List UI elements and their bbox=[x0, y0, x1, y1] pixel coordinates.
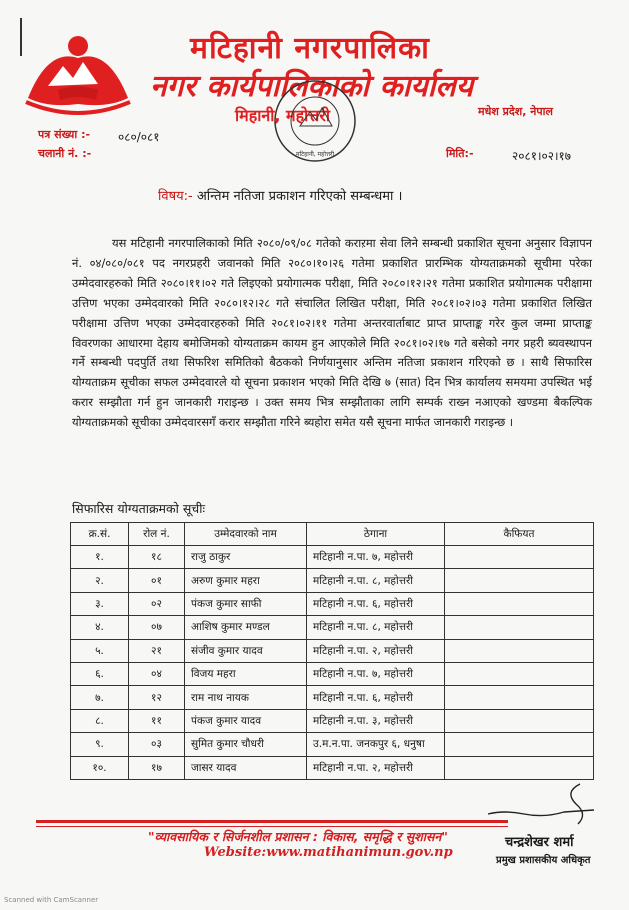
col-name: उम्मेदवारको नाम bbox=[185, 523, 307, 546]
col-address: ठेगाना bbox=[307, 523, 445, 546]
roll-cell: १७ bbox=[129, 756, 185, 779]
remarks-cell bbox=[445, 546, 594, 569]
notice-paragraph: यस मटिहानी नगरपालिकाको मिति २०८०/०९/०८ गतेको कराऱमा सेवा लिने सम्बन्धी प्रकाशित सूचना अनुसार विज्ञापन नं. ०४/०८०/०८१ पद नगरप्रहरी जवानको मिति २०८०।१०।२६ गतेमा प्रकाशित प्रारम्भिक योग्यताक्रमको सूचीमा परेका उम्मेदवारहरुको मिति २०८०।११।०२ गते लिइएको प्रयोगात्मक परीक्षा, मिति २०८०।१२।२१ गतेमा प्रकाशित प्रयोगात्मक परीक्षामा उत्तिण भएका उम्मेदवारको मिति २०८०।१२।२८ गते संचालित लिखित परीक्षा, मिति २०८१।०२।०३ गतेमा प्रकाशित लिखित परीक्षामा उत्तिण भएका उम्मेदवारहरुको मिति २०८१।०२।११ गतेमा अन्तरवार्ताबाट प्राप्त प्राप्ताङ्क गरेर कुल जम्मा प्राप्ताङ्क विवरणका आधारमा देहाय बमोजिमको योग्यताक्रम कायम हुन आएकोले मिति २०८१।०२।१७ गते बसेको नगर प्रहरी ब्यवस्थापन गर्ने सम्बन्धी पदपुर्ति तथा सिफरिश समितिको बैठकको निर्णयानुसार अन्तिम नतिजा प्रकाशन गरिएको छ । साथै सिफारिस योग्यताक्रम सूचीका सफल उम्मेदवारले यो सूचना प्रकाशन भएको मिति देखि ७ (सात) दिन भित्र कार्यालय समयमा उपस्थित भई करार सम्झौता गर्न हुन जानकारी गराइन्छ । उक्त समय भित्र सम्झौताका लागि सम्पर्क राख्न नआएको खण्डमा बैकल्पिक योग्यताक्रमको सूचीका उम्मेदवारसगँ करार सम्झौता गरिने ब्यहोरा समेत यसै सूचना मार्फत जानकारी गराइन्छ । bbox=[72, 236, 592, 430]
serial-cell: २. bbox=[71, 569, 129, 592]
col-serial: क्र.सं. bbox=[71, 523, 129, 546]
roll-cell: २१ bbox=[129, 639, 185, 662]
svg-text:मटिहानी, महोत्तरी: मटिहानी, महोत्तरी bbox=[295, 151, 335, 158]
col-roll: रोल नं. bbox=[129, 523, 185, 546]
serial-cell: ४. bbox=[71, 616, 129, 639]
scanner-watermark: Scanned with CamScanner bbox=[4, 896, 99, 904]
subject-text: अन्तिम नतिजा प्रकाशन गरिएको सम्बन्धमा । bbox=[196, 189, 403, 204]
serial-cell: ३. bbox=[71, 592, 129, 615]
remarks-cell bbox=[445, 616, 594, 639]
address-cell: मटिहानी न.पा. ६, महोत्तरी bbox=[307, 592, 445, 615]
signatory-title: प्रमुख प्रशासकीय अधिकृत bbox=[496, 855, 591, 866]
serial-cell: १०. bbox=[71, 756, 129, 779]
roll-cell: ०१ bbox=[129, 569, 185, 592]
municipality-name: मटिहानी नगरपालिका bbox=[190, 31, 430, 66]
address-cell: मटिहानी न.पा. ७, महोत्तरी bbox=[307, 546, 445, 569]
serial-cell: ६. bbox=[71, 662, 129, 685]
subject-label: विषय:- bbox=[158, 189, 193, 204]
table-row bbox=[71, 569, 594, 592]
province-label: मधेश प्रदेश, नेपाल bbox=[478, 105, 553, 118]
remarks-cell bbox=[445, 686, 594, 709]
table-row bbox=[71, 709, 594, 732]
patra-sankhya-value: ०८०/०८१ bbox=[118, 130, 160, 144]
subject-line bbox=[158, 186, 402, 204]
roll-cell: ०२ bbox=[129, 592, 185, 615]
serial-cell: ८. bbox=[71, 709, 129, 732]
table-row bbox=[71, 686, 594, 709]
address-cell: मटिहानी न.पा. ८, महोत्तरी bbox=[307, 569, 445, 592]
table-row bbox=[71, 592, 594, 615]
address-cell: मटिहानी न.पा. ८, महोत्तरी bbox=[307, 616, 445, 639]
footer-divider-thin bbox=[36, 826, 508, 827]
name-cell: पंकज कुमार साफी bbox=[185, 592, 307, 615]
serial-cell: ५. bbox=[71, 639, 129, 662]
recommended-candidates-table bbox=[70, 522, 594, 780]
name-cell: संजीव कुमार यादव bbox=[185, 639, 307, 662]
serial-cell: ९. bbox=[71, 733, 129, 756]
roll-cell: ११ bbox=[129, 709, 185, 732]
remarks-cell bbox=[445, 592, 594, 615]
date-value: २०८१।०२।१७ bbox=[512, 149, 572, 163]
table-header-row bbox=[71, 523, 594, 546]
nepal-emblem-logo bbox=[18, 28, 138, 128]
patra-sankhya-label: पत्र संख्या :- bbox=[38, 128, 91, 141]
remarks-cell bbox=[445, 662, 594, 685]
footer-website: Website:www.matihanimun.gov.np bbox=[204, 845, 453, 860]
roll-cell: ०३ bbox=[129, 733, 185, 756]
roll-cell: ०७ bbox=[129, 616, 185, 639]
table-row bbox=[71, 639, 594, 662]
office-seal-stamp bbox=[272, 78, 358, 164]
footer-slogan: "व्यावसायिक र सिर्जनशील प्रशासन : विकास, समृद्धि र सुशासन" bbox=[148, 829, 448, 844]
address-cell: उ.म.न.पा. जनकपुर ६, धनुषा bbox=[307, 733, 445, 756]
name-cell: विजय महरा bbox=[185, 662, 307, 685]
table-row bbox=[71, 733, 594, 756]
remarks-cell bbox=[445, 639, 594, 662]
serial-cell: ७. bbox=[71, 686, 129, 709]
remarks-cell bbox=[445, 569, 594, 592]
remarks-cell bbox=[445, 709, 594, 732]
notice-body bbox=[72, 234, 592, 433]
name-cell: अरुण कुमार महरा bbox=[185, 569, 307, 592]
roll-cell: १८ bbox=[129, 546, 185, 569]
address-cell: मटिहानी न.पा. २, महोत्तरी bbox=[307, 756, 445, 779]
address-cell: मटिहानी न.पा. ३, महोत्तरी bbox=[307, 709, 445, 732]
list-title: सिफारिस योग्यताक्रमको सूचीः bbox=[72, 501, 205, 516]
date-label: मिति:- bbox=[446, 147, 474, 160]
remarks-cell bbox=[445, 733, 594, 756]
name-cell: सुमित कुमार चौधरी bbox=[185, 733, 307, 756]
office-location: मिहानी, महोत्तरी bbox=[235, 106, 330, 125]
name-cell: राजु ठाकुर bbox=[185, 546, 307, 569]
address-cell: मटिहानी न.पा. ७, महोत्तरी bbox=[307, 662, 445, 685]
address-cell: मटिहानी न.पा. ६, महोत्तरी bbox=[307, 686, 445, 709]
name-cell: पंकज कुमार यादव bbox=[185, 709, 307, 732]
name-cell: जासर यादव bbox=[185, 756, 307, 779]
col-remarks: कैफियत bbox=[445, 523, 594, 546]
roll-cell: १२ bbox=[129, 686, 185, 709]
name-cell: आशिष कुमार मण्डल bbox=[185, 616, 307, 639]
table-row bbox=[71, 616, 594, 639]
serial-cell: १. bbox=[71, 546, 129, 569]
address-cell: मटिहानी न.पा. २, महोत्तरी bbox=[307, 639, 445, 662]
footer-divider-thick bbox=[36, 820, 508, 823]
table-row bbox=[71, 546, 594, 569]
roll-cell: ०४ bbox=[129, 662, 185, 685]
table-row bbox=[71, 662, 594, 685]
signatory-name: चन्द्रशेखर शर्मा bbox=[505, 835, 574, 850]
chalani-label: चलानी नं. :- bbox=[38, 147, 92, 160]
name-cell: राम नाथ नायक bbox=[185, 686, 307, 709]
office-name: नगर कार्यपालिकाको कार्यालय bbox=[150, 69, 474, 104]
